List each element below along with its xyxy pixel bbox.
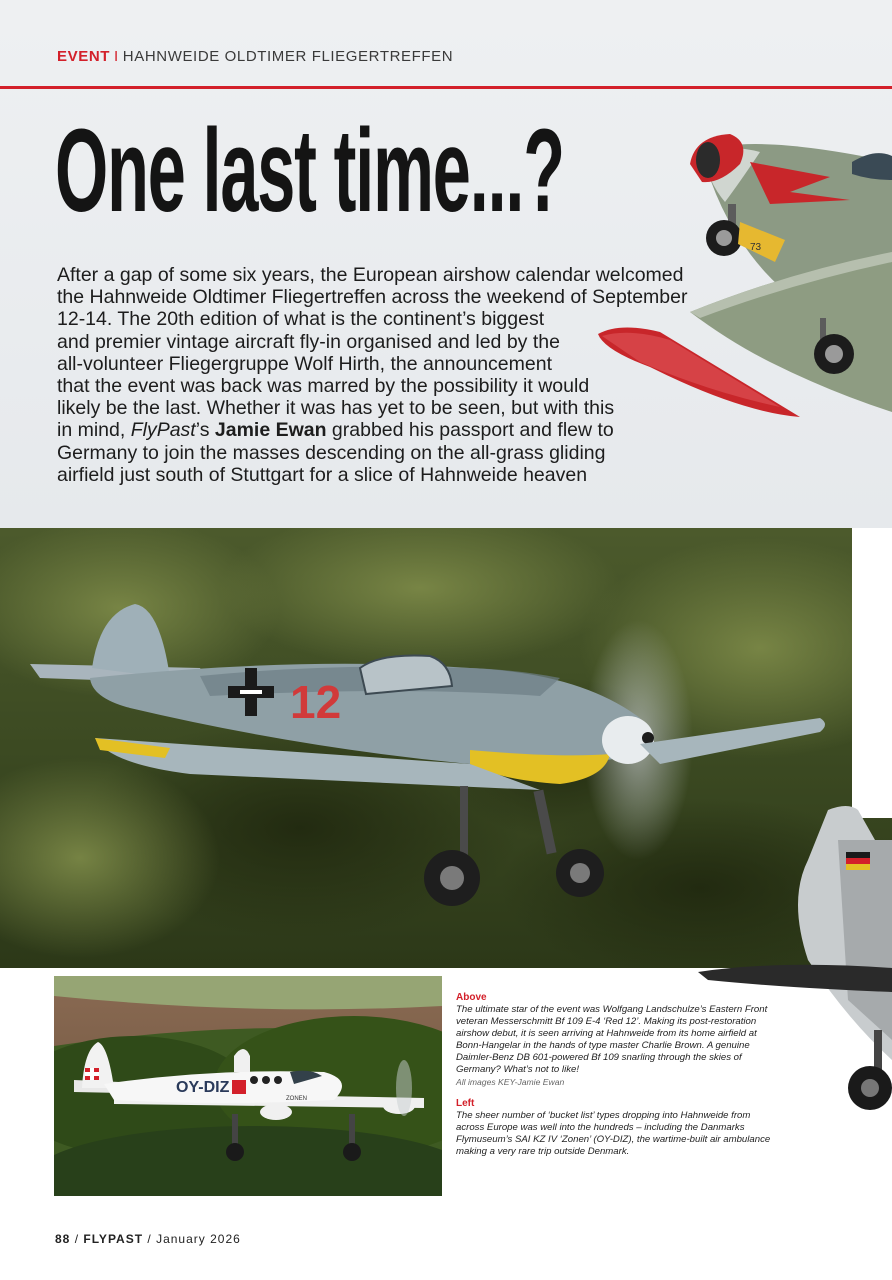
- headline: One last time...?: [55, 105, 564, 237]
- captions: [456, 992, 776, 1158]
- top-aircraft-number: 73: [750, 242, 762, 253]
- magazine-name: FLYPAST: [83, 1232, 144, 1246]
- photo-credit: All images KEY-Jamie Ewan: [456, 1077, 565, 1087]
- footer-separator: /: [74, 1232, 84, 1246]
- section-subtitle: HAHNWEIDE OLDTIMER FLIEGERTREFFEN: [122, 48, 454, 65]
- standfirst-text: in mind,: [57, 419, 131, 442]
- standfirst-text: ’s: [195, 419, 215, 442]
- header-rule: [0, 86, 892, 89]
- standfirst-line: [57, 419, 747, 441]
- fuselage-number: 12: [290, 676, 342, 728]
- standfirst-line: After a gap of some six years, the European airshow calendar welcomed: [57, 264, 684, 286]
- footer-separator: /: [147, 1232, 157, 1246]
- standfirst-line: that the event was back was marred by the possibility it would: [57, 375, 590, 398]
- standfirst-line: likely be the last. Whether it was has yet to be seen, but with this: [57, 397, 615, 420]
- caption-text-above: The ultimate star of the event was Wolfgang Landschulze’s Eastern Front veteran Messerschmitt Bf 109 E-4 ‘Red 12’. Making its post-restoration airshow debut, it is seen arriving at Hahnweide from its home airfield at Bonn-Hangelar in the hands of type master Charlie Brown. A genuine Daimler-Benz DB 601-powered Bf 109 snarling through the skies of Germany? What’s not to like!: [456, 1004, 768, 1075]
- kz4-registration: OY-DIZ: [176, 1079, 230, 1096]
- standfirst-line: Germany to join the masses descending on the all-grass gliding: [57, 441, 606, 464]
- standfirst-line: airfield just south of Stuttgart for a slice of Hahnweide heaven: [57, 463, 588, 486]
- kz4-photo: [54, 976, 442, 1196]
- page-footer: [55, 1232, 241, 1246]
- standfirst-line: 12-14. The 20th edition of what is the continent’s biggest: [57, 308, 545, 331]
- caption-text-left: The sheer number of ‘bucket list’ types dropping into Hahnweide from across Europe was well into the hundreds – including the Danmarks Flymuseum’s SAI KZ IV ‘Zonen’ (OY-DIZ), the wartime-built air ambulance making a very rare trip outside Denmark.: [456, 1110, 771, 1157]
- kz4-name: ZONEN: [286, 1096, 307, 1102]
- section-name: EVENT: [57, 48, 111, 65]
- kz4-photo-art: [54, 976, 442, 1196]
- author-name: Jamie Ewan: [214, 419, 327, 442]
- standfirst-line: all-volunteer Fliegergruppe Wolf Hirth, the announcement: [57, 352, 552, 375]
- standfirst-line: and premier vintage aircraft fly-in organised and led by the: [57, 330, 560, 353]
- caption-heading-left: Left: [456, 1098, 475, 1109]
- standfirst-text: grabbed his passport and flew to: [326, 419, 614, 442]
- publication-name: FlyPast: [130, 419, 196, 442]
- standfirst: [57, 264, 747, 486]
- caption-heading-above: Above: [456, 992, 487, 1003]
- section-separator: I: [114, 48, 119, 65]
- section-label: [57, 48, 453, 65]
- page-number: 88: [55, 1232, 71, 1246]
- issue-date: January 2026: [156, 1232, 241, 1246]
- standfirst-line: the Hahnweide Oldtimer Fliegertreffen across the weekend of September: [57, 286, 688, 309]
